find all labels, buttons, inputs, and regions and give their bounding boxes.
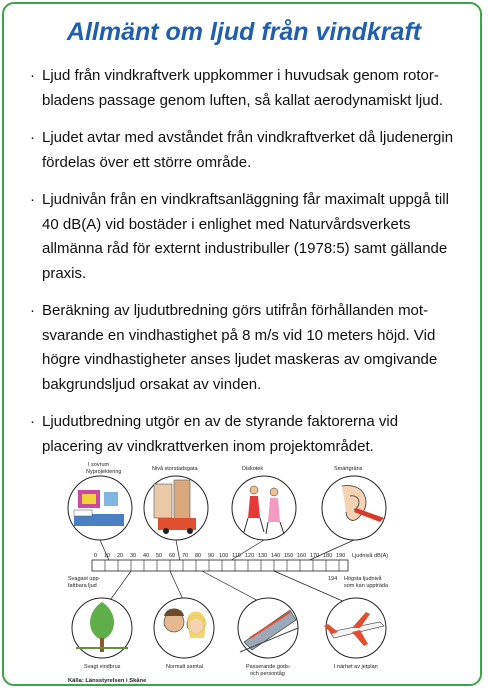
jet-picture: [324, 598, 386, 658]
scale-tick-label: 0: [94, 553, 98, 559]
scale-tick-label: 110: [232, 553, 241, 559]
scale-tick-label: 140: [271, 553, 281, 559]
scale-tick-label: 90: [208, 553, 215, 559]
tree-picture: [72, 598, 132, 658]
page-title: Allmänt om ljud från vindkraft: [66, 18, 422, 46]
caption-jet: I närhet av jetplan: [334, 664, 378, 670]
scale-tick-label: 120: [245, 553, 255, 559]
scale-high-value: 194: [328, 576, 338, 582]
caption-wind: Svagt vindbrus: [84, 664, 121, 670]
bullet-dot: ·: [30, 302, 35, 319]
train-picture: [238, 598, 298, 658]
bullet-text: Ljudnivån från en vindkraftsanläggning får maximalt uppgå till 40 dB(A) vid bostäder i enlighet med Naturvårdsverkets allmänna råd för externt industribuller (1978:5) samt gällande praxis.: [42, 191, 449, 282]
scale-tick-label: 30: [130, 553, 137, 559]
bullet-dot: ·: [30, 413, 35, 430]
bullet-text: Beräkning av ljudutbredning görs utifrån förhållanden mot-svarande en vindhastighet på 8 m/s vid 10 meters höjd. Vid högre vindhastigheter anses ljudet maskeras av omgivande bakgrundsljud orsakat av vinden.: [42, 302, 438, 393]
caption-train-2: och persontåg: [250, 671, 285, 677]
scale-tick-label: 20: [117, 553, 124, 559]
decibel-scale: [68, 552, 389, 589]
scale-high-label-1: Högsta ljudnivå: [344, 576, 382, 582]
bullet-text: Ljudutbredning utgör en av de styrande faktorerna vid placering av vindkrattverken inom projektområdet.: [42, 413, 399, 455]
scale-tick-label: 40: [143, 553, 150, 559]
scale-tick-label: 150: [284, 553, 294, 559]
scale-tick-label: 70: [182, 553, 189, 559]
bullet-item: [30, 64, 460, 113]
disco-picture: [232, 476, 296, 540]
bottom-connectors: [106, 571, 354, 606]
scale-tick-label: 160: [297, 553, 307, 559]
bullet-text: Ljud från vindkraftverk uppkommer i huvudsak genom rotor-bladens passage genom luften, så kallat aerodynamiskt ljud.: [42, 67, 444, 109]
scale-tick-label: 170: [310, 553, 320, 559]
scale-low-label-2: fattbara ljud: [68, 583, 97, 589]
bullet-dot: ·: [30, 67, 35, 84]
scale-tick-label: 50: [156, 553, 163, 559]
caption-talk: Normalt samtal: [166, 664, 203, 670]
caption-train-1: Passerande gods-: [246, 664, 291, 670]
bullet-item: [30, 126, 460, 175]
caption-pain: Smärtgräns: [334, 466, 363, 472]
scale-tick-label: 130: [258, 553, 268, 559]
sound-level-illustration: [54, 456, 434, 686]
source-credit: Källa: Länsstyrelsen i Skåne: [68, 678, 147, 684]
street-picture: [144, 476, 208, 540]
caption-disco: Diskotek: [242, 466, 264, 472]
scale-tick-label: 100: [219, 553, 229, 559]
bullet-text: Ljudet avtar med avståndet från vindkraftverket då ljudenergin fördelas över ett större område.: [42, 129, 454, 171]
bullet-dot: ·: [30, 129, 35, 146]
scale-tick-label: 60: [169, 553, 176, 559]
bullet-item: [30, 299, 460, 397]
conversation-picture: [154, 598, 214, 658]
bullet-item: [30, 410, 460, 459]
scale-high-label-2: som kan uppträda: [344, 583, 389, 589]
caption-bedroom-2: Nyprojektering: [86, 469, 122, 475]
scale-unit-label: Ljudnivå dB(A): [352, 553, 389, 559]
bedroom-picture: [68, 476, 132, 540]
scale-tick-label: 80: [195, 553, 202, 559]
scale-low-label-1: Svagast upp-: [68, 576, 101, 582]
ear-picture: [322, 476, 386, 540]
bullet-list: [30, 64, 460, 472]
bullet-item: [30, 188, 460, 286]
caption-bedroom-1: I sovrum: [88, 462, 110, 468]
caption-street: Nivå storstadsgata: [152, 466, 198, 472]
scale-tick-label: 180: [323, 553, 333, 559]
bullet-dot: ·: [30, 191, 35, 208]
scale-tick-label: 190: [336, 553, 346, 559]
scale-tick-label: 10: [104, 553, 111, 559]
